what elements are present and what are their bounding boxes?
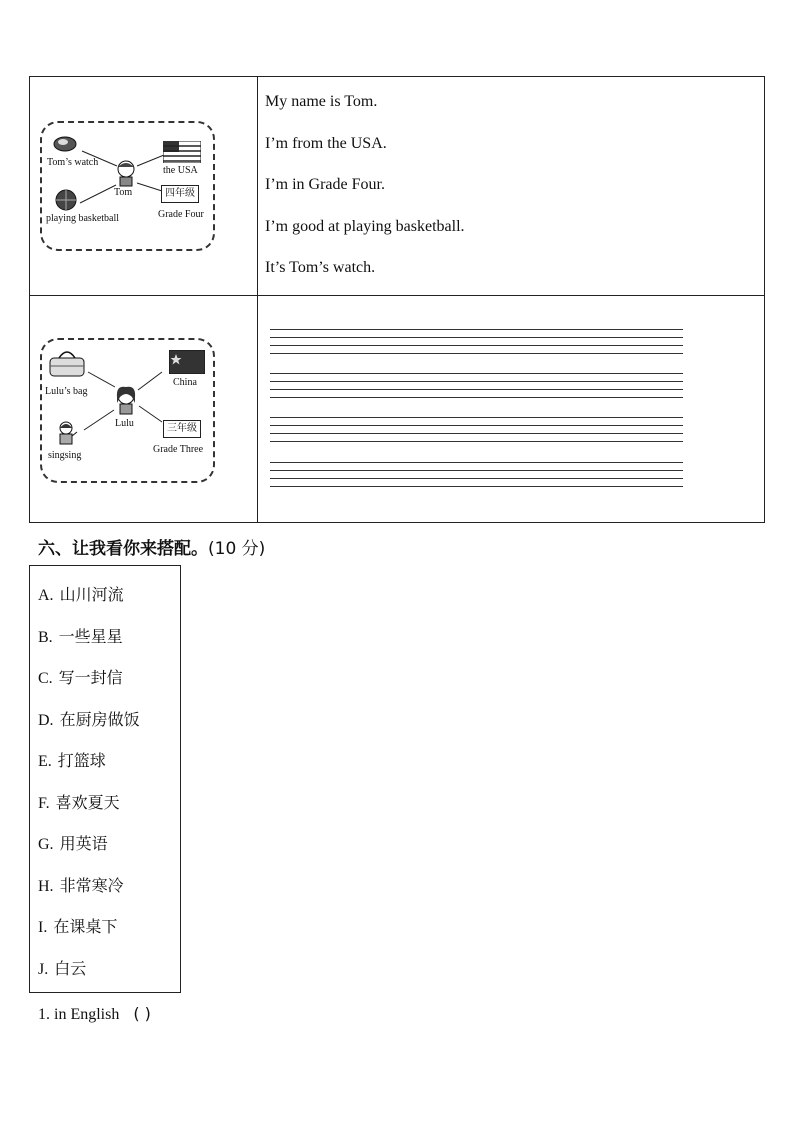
section-six-title [38, 534, 265, 559]
options-list [29, 565, 181, 993]
sentence-possession: It’s Tom’s watch. [265, 259, 376, 276]
watch-icon [52, 133, 78, 153]
tom-diagram-cell [30, 77, 258, 295]
answer-blank[interactable]: ( ) [133, 1004, 151, 1023]
table-row-lulu [30, 296, 764, 522]
question-1 [38, 1004, 151, 1024]
section-score: (10 分) [208, 539, 266, 559]
boy-avatar-icon [114, 159, 138, 187]
option-b: B. 一些星星 [38, 627, 123, 646]
option-d: D. 在厨房做饭 [38, 710, 140, 729]
lulu-grade-label: Grade Three [153, 444, 204, 455]
sentence-hobby: I’m good at playing basketball. [265, 218, 465, 235]
lulu-mind-map [40, 338, 215, 483]
option-h: H. 非常寒冷 [38, 876, 124, 895]
lulu-hobby-label: singsing [48, 450, 82, 461]
tom-grade-label: Grade Four [158, 209, 204, 220]
lulu-writing-cell [258, 296, 764, 522]
girl-avatar-icon [113, 385, 139, 415]
sentence-country: I’m from the USA. [265, 135, 387, 152]
option-c: C. 写一封信 [38, 668, 123, 687]
option-f: F. 喜欢夏天 [38, 793, 120, 812]
tom-country-label: the USA [163, 165, 198, 176]
lulu-diagram-cell [30, 296, 258, 522]
sentence-name: My name is Tom. [265, 93, 378, 110]
table-row-tom [30, 77, 764, 296]
section-title-text: 六、让我看你来搭配。 [38, 539, 208, 559]
lulu-bag-label: Lulu’s bag [45, 386, 88, 397]
china-flag-icon [169, 350, 205, 374]
option-i: I. 在课桌下 [38, 917, 118, 936]
usa-flag-icon [163, 141, 201, 163]
question-1-text: 1. in English [38, 1006, 120, 1023]
handbag-icon [47, 348, 87, 378]
lulu-name-label: Lulu [115, 418, 134, 429]
singing-girl-icon [54, 420, 78, 446]
grade-four-sign: 四年级 [161, 185, 199, 203]
option-g: G. 用英语 [38, 834, 108, 853]
exercise-table [29, 76, 765, 523]
option-e: E. 打篮球 [38, 751, 106, 770]
tom-mind-map [40, 121, 215, 251]
grade-three-sign: 三年级 [163, 420, 201, 438]
option-j: J. 白云 [38, 959, 87, 978]
tom-name-label: Tom [114, 187, 133, 198]
tom-watch-label: Tom’s watch [47, 157, 99, 168]
basketball-icon [54, 189, 78, 211]
tom-hobby-label: playing basketball [46, 213, 120, 224]
sentence-grade: I’m in Grade Four. [265, 176, 385, 193]
tom-sentences-cell [258, 77, 764, 295]
lulu-country-label: China [173, 377, 197, 388]
option-a: A. 山川河流 [38, 585, 124, 604]
